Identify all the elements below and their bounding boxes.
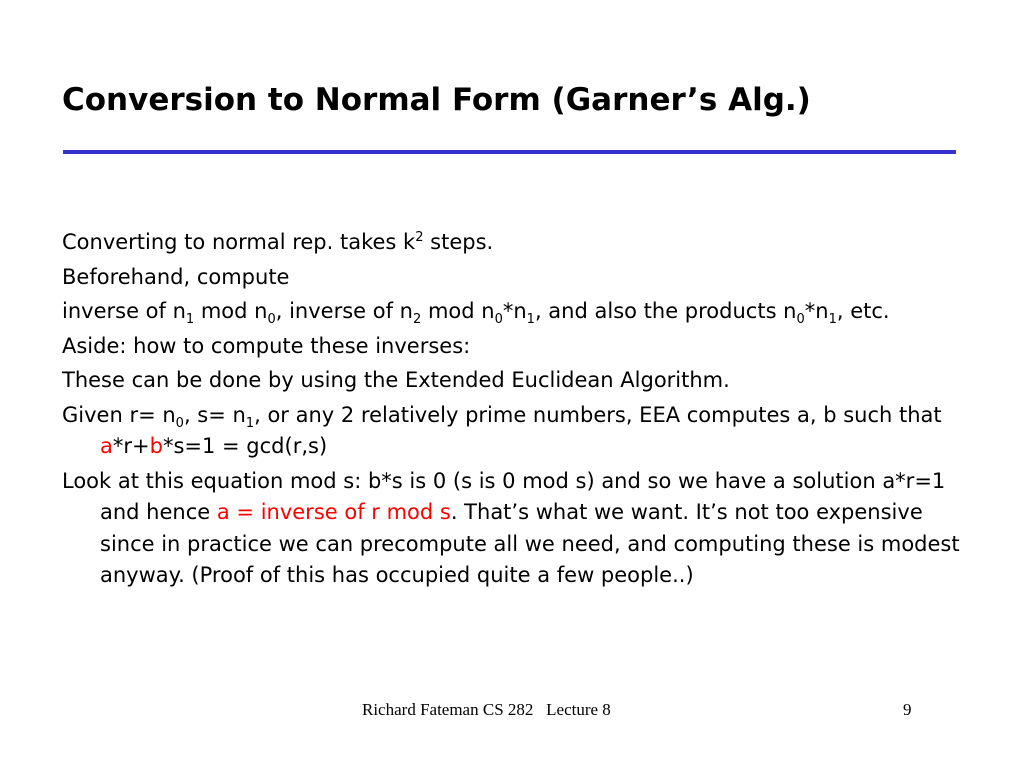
bullet-aside: Aside: how to compute these inverses: — [62, 333, 471, 358]
highlight-a: a — [100, 434, 113, 458]
subscript: 0 — [796, 312, 805, 327]
text-run: *r+ — [112, 434, 150, 458]
text-run: , and also the products n — [534, 299, 797, 323]
subscript: 1 — [828, 312, 837, 327]
text-run: . That’s what we want. It’s not too expensive since in practice we can precompute all we need, and computing these is modest anyway. (Proof of this has occupied quite a few people..) — [100, 500, 960, 587]
text-run: , inverse of n — [275, 299, 413, 323]
subscript: 0 — [494, 312, 503, 327]
text-run: Converting to normal rep. takes k — [62, 230, 416, 254]
subscript: 0 — [267, 312, 276, 327]
highlight-b: b — [149, 434, 163, 458]
subscript: 1 — [526, 312, 535, 327]
text-run: steps. — [423, 230, 494, 254]
subscript: 2 — [413, 312, 422, 327]
subscript: 1 — [185, 312, 195, 327]
text-run: , s= n — [183, 402, 246, 427]
text-run: inverse of n — [62, 299, 186, 323]
text-run: Given r= n — [62, 402, 176, 427]
bullet-inverses — [62, 296, 982, 328]
superscript: 2 — [415, 230, 424, 245]
slide-body — [62, 227, 982, 595]
text-run: , or any 2 relatively prime numbers, EEA computes a, b such that — [254, 402, 942, 427]
footer-text: Richard Fateman CS 282 Lecture 8 — [362, 700, 611, 719]
highlight-inverse: a = inverse of r mod s — [216, 500, 451, 524]
bullet-given — [62, 400, 982, 463]
text-run: mod n — [421, 299, 495, 323]
text-run: , etc. — [836, 299, 890, 323]
subscript: 0 — [175, 415, 184, 431]
text-run: *n — [502, 299, 527, 323]
text-run: Look at this equation mod s: b*s is 0 (s is 0 mod s) and so we have a solution a*r=1 and hence — [62, 468, 946, 524]
bullet-steps — [62, 227, 982, 259]
bullet-mod-s — [62, 466, 982, 592]
title-underline — [63, 150, 956, 154]
subscript: 1 — [245, 415, 255, 431]
page-number: 9 — [903, 700, 912, 719]
text-run: *n — [804, 299, 829, 323]
text-run: mod n — [194, 299, 268, 323]
text-run: *s=1 = gcd(r,s) — [162, 434, 328, 458]
bullet-beforehand: Beforehand, compute — [62, 264, 290, 289]
bullet-eea: These can be done by using the Extended Euclidean Algorithm. — [62, 368, 730, 392]
slide-title: Conversion to Normal Form (Garner’s Alg.) — [62, 82, 811, 118]
